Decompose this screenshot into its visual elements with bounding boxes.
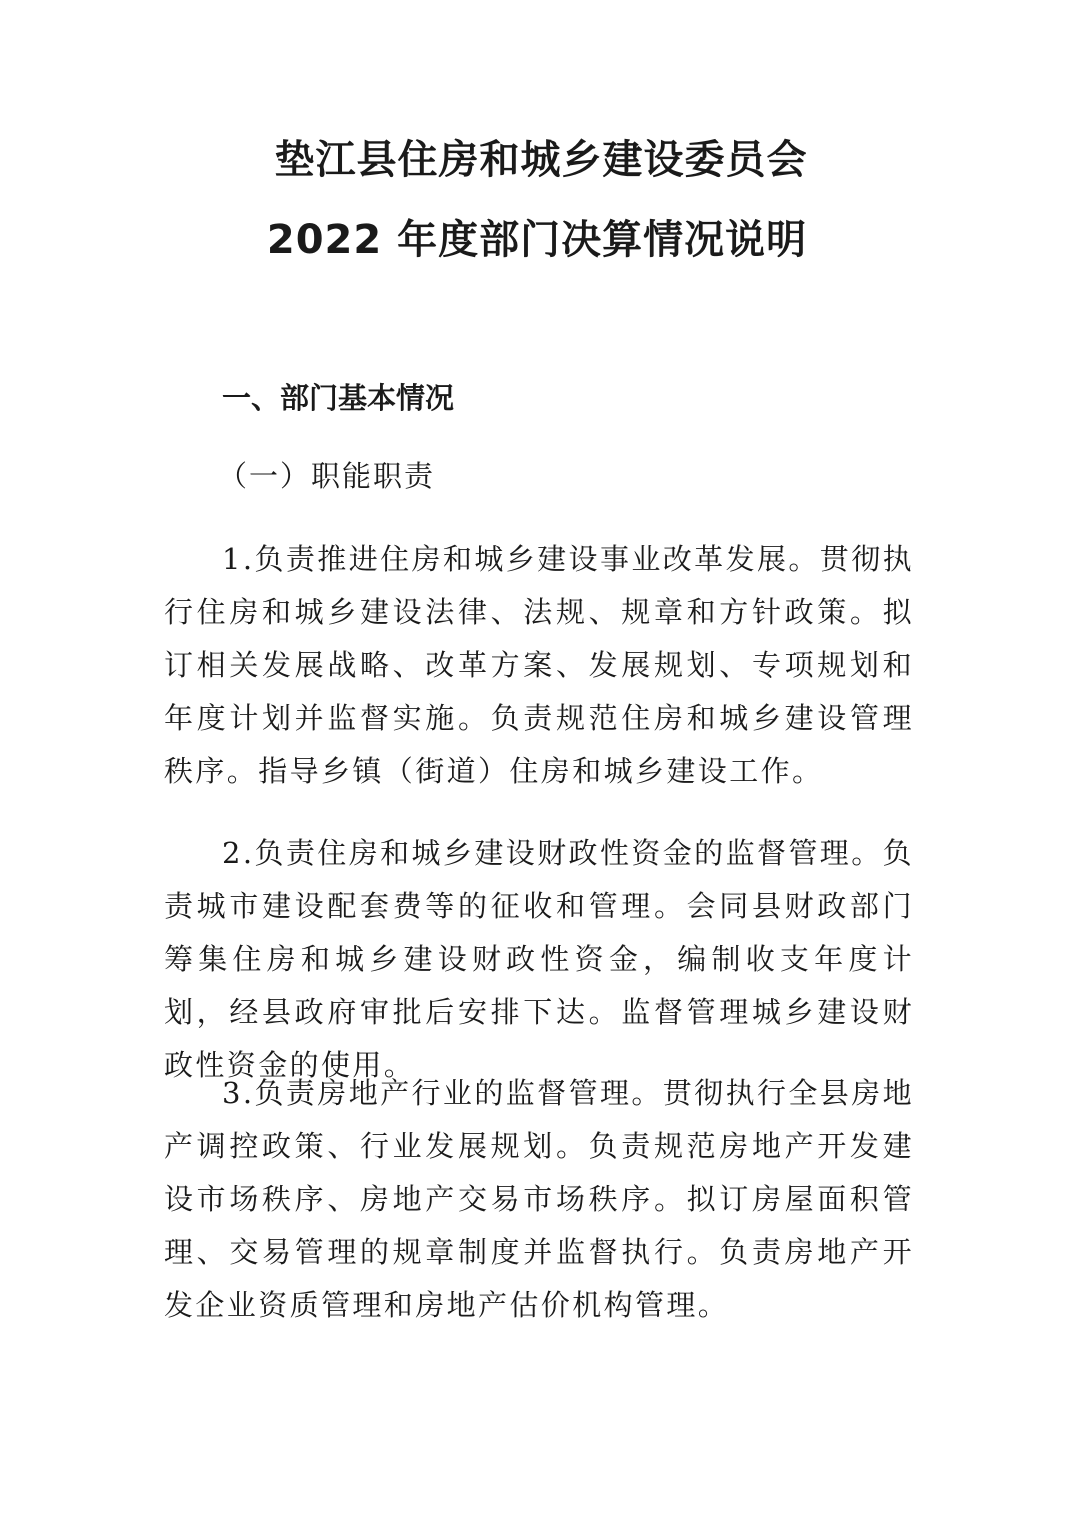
subsection-heading: （一）职能职责 (218, 459, 436, 493)
paragraph-2: 2.负责住房和城乡建设财政性资金的监督管理。负责城市建设配套费等的征收和管理。会同县财政部门筹集住房和城乡建设财政性资金，编制收支年度计划，经县政府审批后安排下达。监督管理城乡建设财政性资金的使用。 (164, 836, 914, 1082)
document-title-line-2: 2022 年度部门决算情况说明 (266, 217, 808, 263)
paragraph-3: 3.负责房地产行业的监督管理。贯彻执行全县房地产调控政策、行业发展规划。负责规范房地产开发建设市场秩序、房地产交易市场秩序。拟订房屋面积管理、交易管理的规章制度并监督执行。负责房地产开发企业资质管理和房地产估价机构管理。 (164, 1076, 914, 1322)
section-heading: 一、部门基本情况 (222, 381, 455, 415)
paragraph-1: 1.负责推进住房和城乡建设事业改革发展。贯彻执行住房和城乡建设法律、法规、规章和方针政策。拟订相关发展战略、改革方案、发展规划、专项规划和年度计划并监督实施。负责规范住房和城乡建设管理秩序。指导乡镇（街道）住房和城乡建设工作。 (164, 542, 914, 788)
document-title-line-1: 垫江县住房和城乡建设委员会 (274, 137, 808, 183)
